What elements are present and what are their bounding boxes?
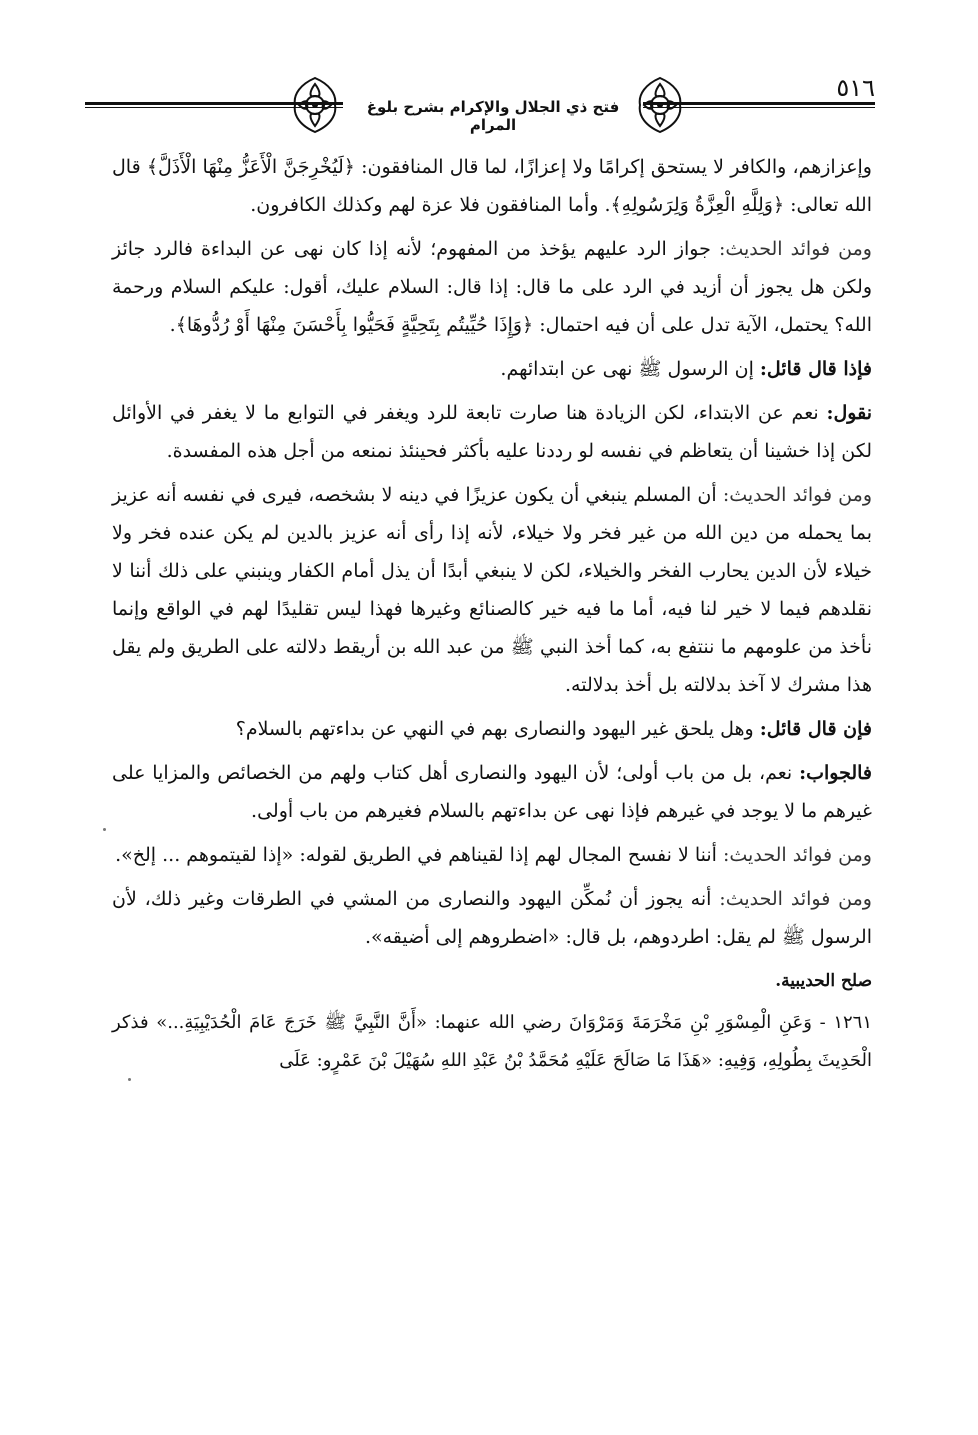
paragraph: [112, 230, 872, 344]
section-heading: صلح الحديبية.: [775, 971, 872, 991]
paragraph: [112, 148, 872, 224]
paragraph: [112, 710, 872, 748]
paragraph: [112, 754, 872, 830]
paragraph-text: جواز الرد عليهم يؤخذ من المفهوم؛ لأنه إذا كان نهى عن البداءة فالرد جائز ولكن هل يجوز أن أزيد في الرد على ما قال: إذا قال: السلام عليك، أقول: عليكم السلام ورحمة الله؟ يحتمل، الآية تدل على أن فيه احتمال: ﴿وَإِذَا حُيِّيتُم بِتَحِيَّةٍ فَحَيُّوا بِأَحْسَنَ مِنْهَا أَوْ رُدُّوهَا﴾.: [112, 238, 872, 336]
paragraph-label: فإذا قال قائل:: [759, 358, 872, 380]
scan-speck: [128, 1078, 131, 1081]
paragraph-label: ومن فوائد الحديث:: [722, 484, 872, 506]
paragraph: [112, 394, 872, 470]
paragraph-label: ومن فوائد الحديث:: [719, 888, 872, 910]
paragraph-text: أنه يجوز أن نُمكِّن اليهود والنصارى من المشي في الطرقات وغير ذلك، لأن الرسول ﷺ لم يقل: اطردوهم، بل قال: «اضطروهم إلى أضيقه».: [112, 888, 872, 948]
hadith-text: [112, 1004, 872, 1080]
page-number: ٥١٦: [836, 74, 875, 102]
paragraph-text: وإعزازهم، والكافر لا يستحق إكرامًا ولا إعزازًا، لما قال المنافقون: ﴿لَيُخْرِجَنَّ الْأَعَزُّ مِنْهَا الْأَذَلَّ﴾ قال الله تعالى: ﴿وَلِلَّهِ الْعِزَّةُ وَلِرَسُولِهِ﴾. وأما المنافقون فلا عزة لهم وكذلك الكافرون.: [112, 156, 872, 216]
paragraph-label: نقول:: [826, 402, 873, 424]
floral-ornament-icon: [630, 74, 690, 136]
paragraph-label: فإن قال قائل:: [759, 718, 872, 740]
running-title: فتح ذي الجلال والإكرام بشرح بلوغ المرام: [343, 92, 643, 140]
page-header: [85, 70, 875, 142]
paragraph-text: إن الرسول ﷺ نهى عن ابتدائهم.: [500, 358, 754, 380]
paragraph: [112, 476, 872, 704]
paragraph-text: أننا لا نفسح المجال لهم إذا لقيناهم في الطريق لقوله: «إذا لقيتموهم ... إلخ».: [115, 844, 717, 866]
paragraph-label: ومن فوائد الحديث:: [718, 238, 872, 260]
paragraph: [112, 836, 872, 874]
paragraph-text: أن المسلم ينبغي أن يكون عزيزًا في دينه لا بشخصه، فيرى في نفسه أنه عزيز بما يحمله من دين الله من غير فخر ولا خيلاء، لأنه إذا رأى أنه عزيز بالدين لم يكن عنده فخر ولا خيلاء لأن الدين يحارب الفخر والخيلاء، لكن لا ينبغي أبدًا أن يذل أمام الكفار وينبني على ذلك أننا لا نقلدهم فيما لا خير لنا فيه، أما ما فيه خير كالصنائع وغيرها فهذا ليس تقليدًا لهم في الواقع وإنما نأخذ من علومهم ما ننتفع به، كما أخذ النبي ﷺ من عبد الله بن أريقط دلالته على الطريق ولم يقل هذا مشرك لا آخذ بدلالته بل أخذ بدلالته.: [112, 484, 872, 696]
page-body: [112, 148, 872, 1086]
hadith-line: فذكر الْحَدِيثَ بِطُولِهِ، وَفِيهِ: «هَذَا مَا صَالَحَ عَلَيْهِ مُحَمَّدُ بْنُ عَبْدِ اللهِ سُهَيْلَ بْنَ عَمْرٍو: عَلَى: [112, 1012, 872, 1071]
paragraph: [112, 350, 872, 388]
paragraph-label: ومن فوائد الحديث:: [723, 844, 872, 866]
paragraph: [112, 880, 872, 956]
paragraph-text: نعم عن الابتداء، لكن الزيادة هنا صارت تابعة للرد ويغفر في التوابع ما لا يغفر في الأوائل لكن إذا خشينا أن يتعاظم في نفسه لو رددنا عليه بأكثر فحينئذ نمنعه من أجل هذه المفسدة.: [112, 402, 872, 462]
paragraph-label: فالجواب:: [799, 762, 872, 784]
paragraph-text: وهل يلحق غير اليهود والنصارى بهم في النهي عن بداءتهم بالسلام؟: [235, 718, 754, 740]
scan-speck: [103, 828, 106, 831]
paragraph-text: نعم، بل من باب أولى؛ لأن اليهود والنصارى أهل كتاب ولهم من الخصائص والمزايا على غيرهم ما لا يوجد في غيرهم فإذا نهى عن بداءتهم بالسلام فغيرهم من باب أولى.: [112, 762, 872, 822]
floral-ornament-icon: [285, 74, 345, 136]
hadith-line: ١٢٦١ - وَعَنِ الْمِسْوَرِ بْنِ مَخْرَمَةَ وَمَرْوَانَ رضي الله عنهما: «أَنَّ النَّبِيَّ ﷺ خَرَجَ عَامَ الْحُدَيْبِيَةِ...»: [156, 1012, 872, 1033]
